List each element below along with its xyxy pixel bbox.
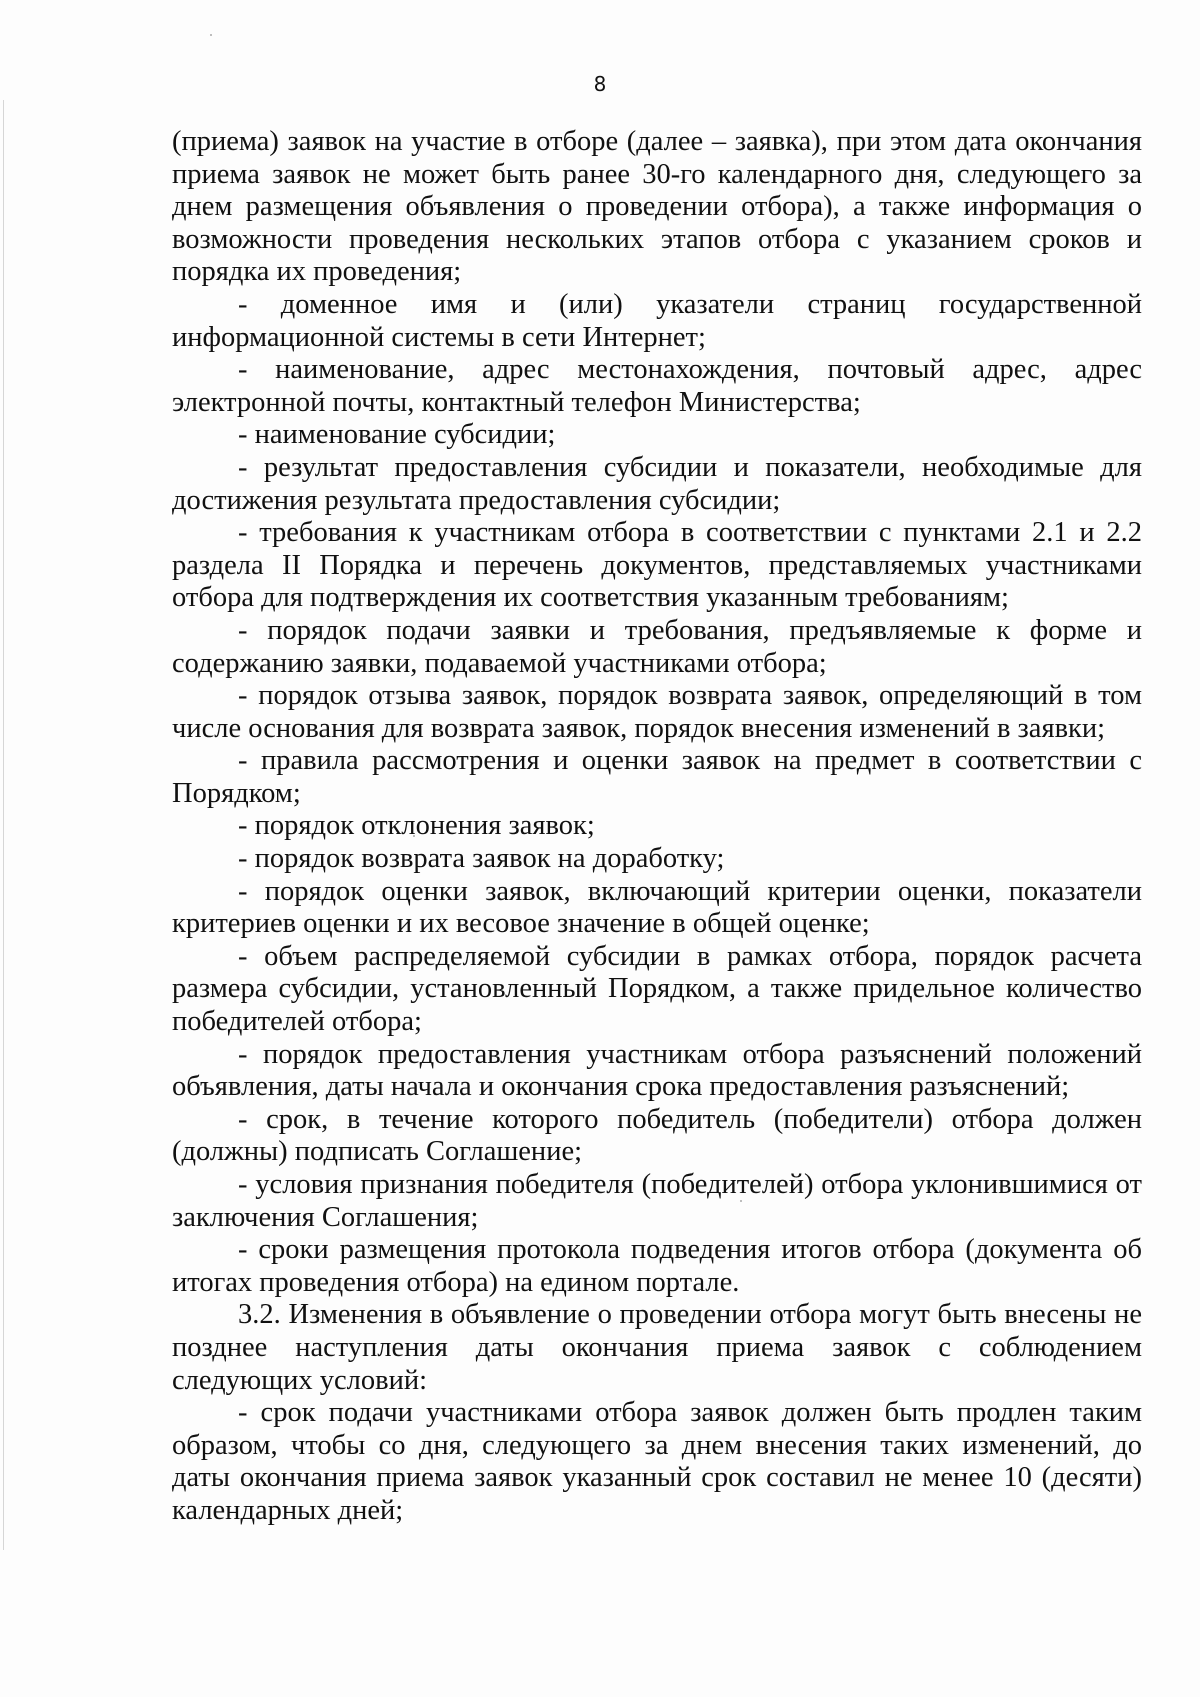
scan-edge-line xyxy=(3,100,4,1550)
list-item-application-withdrawal: - порядок отзыва заявок, порядок возврата заявок, определяющий в том числе основания для возврата заявок, порядок внесения изменений в заявки; xyxy=(172,680,1142,744)
list-item-review-rules: - правила рассмотрения и оценки заявок на предмет в соответствии с Порядком; xyxy=(172,745,1142,809)
list-item-participant-requirements: - требования к участникам отбора в соответствии с пунктами 2.1 и 2.2 раздела II Порядка и перечень документов, представляемых участниками отбора для подтверждения их соответствия указанным требованиям; xyxy=(172,517,1142,614)
list-item-subsidy-volume: - объем распределяемой субсидии в рамках отбора, порядок расчета размера субсидии, установленный Порядком, а также придельное количество победителей отбора; xyxy=(172,940,1142,1038)
list-item-application-submission: - порядок подачи заявки и требования, предъявляемые к форме и содержанию заявки, подаваемой участниками отбора; xyxy=(172,614,1142,679)
list-item-domain-name: - доменное имя и (или) указатели страниц государственной информационной системы в сети Интернет; xyxy=(172,288,1142,353)
document-body xyxy=(172,126,1142,1528)
scan-speck xyxy=(210,34,212,36)
list-item-subsidy-result: - результат предоставления субсидии и показатели, необходимые для достижения результата предоставления субсидии; xyxy=(172,451,1142,516)
page-number: 8 xyxy=(593,72,607,96)
list-item-protocol-publication: - сроки размещения протокола подведения итогов отбора (документа об итогах проведения отбора) на едином портале. xyxy=(172,1234,1142,1298)
list-item-deadline-extension: - срок подачи участниками отбора заявок должен быть продлен таким образом, чтобы со дня, следующего за днем внесения таких изменений, до даты окончания приема заявок указанный срок составил не менее 10 (десяти) календарных дней; xyxy=(172,1397,1142,1526)
list-item-ministry-contacts: - наименование, адрес местонахождения, почтовый адрес, адрес электронной почты, контактный телефон Министерства; xyxy=(172,354,1142,418)
list-item-rejection-procedure: - порядок отклонения заявок; xyxy=(238,810,595,842)
list-item-return-for-revision: - порядок возврата заявок на доработку; xyxy=(238,843,725,875)
list-item-evasion-conditions: - условия признания победителя (победителей) отбора уклонившимися от заключения Соглашения; xyxy=(172,1169,1142,1233)
list-item-subsidy-name: - наименование субсидии; xyxy=(238,419,556,451)
list-item-evaluation-criteria: - порядок оценки заявок, включающий критерии оценки, показатели критериев оценки и их весовое значение в общей оценке; xyxy=(172,875,1142,940)
list-item-clarifications: - порядок предоставления участникам отбора разъяснений положений объявления, даты начала и окончания срока предоставления разъяснений; xyxy=(172,1038,1142,1103)
list-item-agreement-deadline: - срок, в течение которого победитель (победители) отбора должен (должны) подписать Соглашение; xyxy=(172,1103,1142,1168)
paragraph-intro-continuation: (приема) заявок на участие в отборе (далее – заявка), при этом дата окончания приема заявок не может быть ранее 30-го календарного дня, следующего за днем размещения объявления о проведении отбора), а также информация о возможности проведения нескольких этапов отбора с указанием сроков и порядка их проведения; xyxy=(172,126,1142,288)
section-3-2-heading: 3.2. Изменения в объявление о проведении отбора могут быть внесены не позднее наступления даты окончания приема заявок с соблюдением следующих условий: xyxy=(172,1299,1142,1396)
